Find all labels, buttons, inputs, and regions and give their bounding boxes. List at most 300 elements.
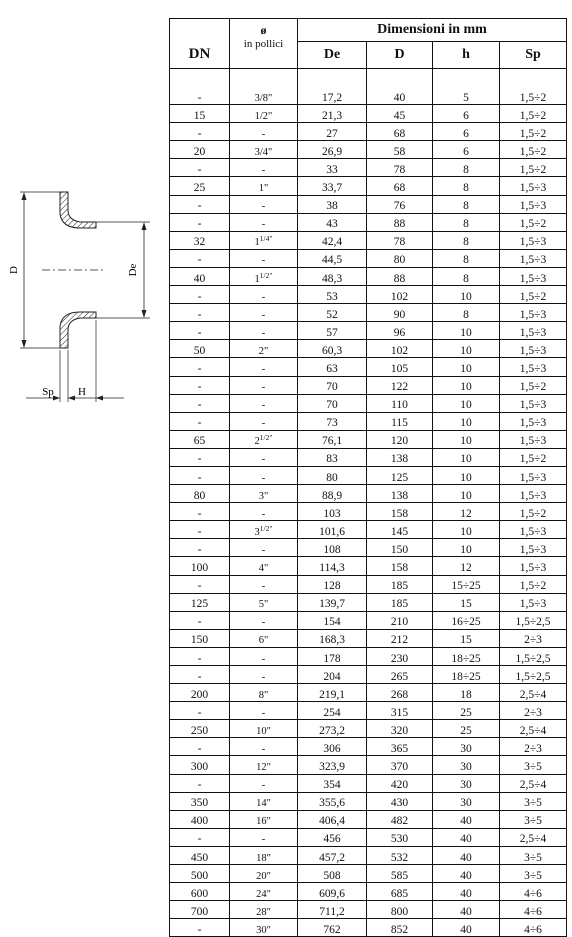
cell-inch: - (230, 647, 298, 665)
table-row (170, 865, 567, 883)
header-dn: DN (170, 19, 230, 69)
cell-h: 30 (433, 738, 500, 756)
cell-d: 96 (367, 322, 433, 340)
cell-dn: - (170, 919, 230, 937)
cell-inch: 1" (230, 177, 298, 195)
table-row (170, 358, 567, 376)
cell-dn: 300 (170, 756, 230, 774)
cell-sp: 1,5÷3 (500, 231, 567, 249)
cell-de: 33 (298, 159, 367, 177)
cell-sp: 1,5÷3 (500, 267, 567, 285)
cell-inch: - (230, 358, 298, 376)
table-row (170, 267, 567, 285)
cell-sp: 1,5÷3 (500, 521, 567, 539)
table-row (170, 901, 567, 919)
cell-de: 128 (298, 575, 367, 593)
cell-h: 30 (433, 792, 500, 810)
cell-dn: 40 (170, 267, 230, 285)
table-row (170, 611, 567, 629)
header-de: De (298, 42, 367, 69)
cell-dn: 400 (170, 810, 230, 828)
cell-h: 18÷25 (433, 666, 500, 684)
table-row (170, 466, 567, 484)
cell-de: 219,1 (298, 684, 367, 702)
cell-d: 420 (367, 774, 433, 792)
cell-h: 16÷25 (433, 611, 500, 629)
cell-d: 90 (367, 304, 433, 322)
cell-h: 40 (433, 828, 500, 846)
cell-dn: - (170, 322, 230, 340)
cell-d: 230 (367, 647, 433, 665)
de-label: De (127, 263, 139, 277)
cell-de: 103 (298, 503, 367, 521)
cell-d: 110 (367, 394, 433, 412)
cell-de: 33,7 (298, 177, 367, 195)
cell-de: 60,3 (298, 340, 367, 358)
cell-dn: 100 (170, 557, 230, 575)
cell-h: 8 (433, 213, 500, 231)
table-row (170, 666, 567, 684)
cell-dn: - (170, 376, 230, 394)
cell-d: 88 (367, 213, 433, 231)
cell-h: 8 (433, 231, 500, 249)
cell-de: 178 (298, 647, 367, 665)
cell-sp: 2,5÷4 (500, 720, 567, 738)
table-spacer-row (170, 69, 567, 88)
cell-sp: 1,5÷3 (500, 249, 567, 267)
cell-sp: 1,5÷3 (500, 304, 567, 322)
cell-inch: - (230, 322, 298, 340)
cell-inch: - (230, 159, 298, 177)
table-row (170, 684, 567, 702)
cell-inch: $1^{1/4"}$ (230, 231, 298, 249)
cell-de: 406,4 (298, 810, 367, 828)
cell-dn: 150 (170, 629, 230, 647)
cell-h: 40 (433, 919, 500, 937)
cell-h: 18 (433, 684, 500, 702)
cell-h: 6 (433, 141, 500, 159)
cell-d: 268 (367, 684, 433, 702)
table-row (170, 810, 567, 828)
table-row (170, 883, 567, 901)
table-row (170, 828, 567, 846)
cell-de: 38 (298, 195, 367, 213)
cell-dn: - (170, 828, 230, 846)
cell-de: 273,2 (298, 720, 367, 738)
table-row (170, 249, 567, 267)
cell-inch: - (230, 539, 298, 557)
table-row (170, 720, 567, 738)
cell-d: 158 (367, 557, 433, 575)
cell-d: 585 (367, 865, 433, 883)
cell-d: 80 (367, 249, 433, 267)
cell-de: 70 (298, 376, 367, 394)
cell-d: 68 (367, 123, 433, 141)
cell-sp: 2÷3 (500, 702, 567, 720)
cell-inch: - (230, 412, 298, 430)
cell-inch: - (230, 702, 298, 720)
cell-de: 42,4 (298, 231, 367, 249)
header-inch-symbol: ø (260, 23, 267, 37)
cell-h: 40 (433, 883, 500, 901)
cell-h: 40 (433, 846, 500, 864)
cell-sp: 1,5÷2 (500, 286, 567, 304)
cell-dn: - (170, 539, 230, 557)
table-row (170, 503, 567, 521)
cell-d: 530 (367, 828, 433, 846)
cell-de: 355,6 (298, 792, 367, 810)
table-row (170, 412, 567, 430)
cell-sp: 1,5÷3 (500, 466, 567, 484)
cell-h: 10 (433, 322, 500, 340)
cell-de: 73 (298, 412, 367, 430)
cell-h: 18÷25 (433, 647, 500, 665)
table-row (170, 304, 567, 322)
fraction-superscript: 1/4" (259, 234, 273, 244)
table-row (170, 286, 567, 304)
cell-h: 10 (433, 521, 500, 539)
cell-dn: 500 (170, 865, 230, 883)
cell-h: 12 (433, 557, 500, 575)
cell-sp: 1,5÷3 (500, 412, 567, 430)
cell-de: 154 (298, 611, 367, 629)
cell-sp: 3÷5 (500, 810, 567, 828)
cell-dn: - (170, 394, 230, 412)
cell-d: 145 (367, 521, 433, 539)
cell-h: 10 (433, 376, 500, 394)
cell-inch: 20" (230, 865, 298, 883)
cell-inch: - (230, 774, 298, 792)
cell-d: 212 (367, 629, 433, 647)
cell-de: 114,3 (298, 557, 367, 575)
cell-inch: 18" (230, 846, 298, 864)
cell-de: 457,2 (298, 846, 367, 864)
flange-section-diagram (0, 180, 170, 410)
cell-inch: - (230, 195, 298, 213)
cell-dn: - (170, 304, 230, 322)
cell-h: 6 (433, 105, 500, 123)
cell-inch: - (230, 738, 298, 756)
cell-inch: - (230, 376, 298, 394)
cell-inch: $1^{1/2"}$ (230, 267, 298, 285)
cell-h: 8 (433, 159, 500, 177)
cell-inch: - (230, 828, 298, 846)
cell-sp: 1,5÷3 (500, 340, 567, 358)
cell-de: 609,6 (298, 883, 367, 901)
cell-dn: 600 (170, 883, 230, 901)
cell-inch: - (230, 249, 298, 267)
cell-dn: - (170, 195, 230, 213)
table-row (170, 87, 567, 105)
cell-de: 456 (298, 828, 367, 846)
cell-dn: - (170, 358, 230, 376)
cell-sp: 1,5÷2 (500, 159, 567, 177)
cell-dn: - (170, 611, 230, 629)
table-row (170, 539, 567, 557)
cell-h: 8 (433, 267, 500, 285)
cell-h: 15 (433, 629, 500, 647)
header-dimensions-group: Dimensioni in mm (298, 19, 567, 42)
cell-h: 8 (433, 249, 500, 267)
cell-inch: 3/8" (230, 87, 298, 105)
cell-inch: 24" (230, 883, 298, 901)
cell-d: 88 (367, 267, 433, 285)
cell-sp: 1,5÷2 (500, 448, 567, 466)
table-row (170, 702, 567, 720)
cell-d: 105 (367, 358, 433, 376)
cell-h: 30 (433, 756, 500, 774)
cell-sp: 1,5÷2,5 (500, 647, 567, 665)
cell-sp: 1,5÷2 (500, 123, 567, 141)
cell-d: 76 (367, 195, 433, 213)
table-body (170, 69, 567, 937)
cell-sp: 2,5÷4 (500, 774, 567, 792)
cell-de: 80 (298, 466, 367, 484)
cell-inch: 1/2" (230, 105, 298, 123)
cell-h: 5 (433, 87, 500, 105)
cell-d: 482 (367, 810, 433, 828)
cell-sp: 2,5÷4 (500, 828, 567, 846)
cell-h: 40 (433, 865, 500, 883)
cell-d: 158 (367, 503, 433, 521)
cell-inch: 16" (230, 810, 298, 828)
cell-inch: - (230, 448, 298, 466)
cell-dn: - (170, 123, 230, 141)
header-inch (230, 19, 298, 69)
cell-sp: 1,5÷3 (500, 195, 567, 213)
cell-h: 8 (433, 177, 500, 195)
cell-de: 354 (298, 774, 367, 792)
cell-de: 53 (298, 286, 367, 304)
cell-de: 762 (298, 919, 367, 937)
cell-de: 21,3 (298, 105, 367, 123)
cell-sp: 3÷5 (500, 756, 567, 774)
cell-inch: $3^{1/2"}$ (230, 521, 298, 539)
cell-sp: 1,5÷3 (500, 430, 567, 448)
fraction-superscript: 1/2" (259, 270, 273, 280)
cell-h: 10 (433, 539, 500, 557)
cell-de: 63 (298, 358, 367, 376)
cell-sp: 1,5÷3 (500, 557, 567, 575)
cell-de: 27 (298, 123, 367, 141)
cell-dn: - (170, 412, 230, 430)
cell-dn: 450 (170, 846, 230, 864)
cell-d: 102 (367, 286, 433, 304)
cell-de: 323,9 (298, 756, 367, 774)
cell-sp: 1,5÷3 (500, 358, 567, 376)
cell-sp: 4÷6 (500, 883, 567, 901)
cell-inch: - (230, 503, 298, 521)
cell-dn: 700 (170, 901, 230, 919)
cell-de: 108 (298, 539, 367, 557)
cell-sp: 4÷6 (500, 919, 567, 937)
table-row (170, 195, 567, 213)
cell-sp: 1,5÷2,5 (500, 666, 567, 684)
table-row (170, 575, 567, 593)
cell-h: 15 (433, 593, 500, 611)
cell-d: 138 (367, 448, 433, 466)
cell-d: 115 (367, 412, 433, 430)
cell-dn: - (170, 286, 230, 304)
table-row (170, 485, 567, 503)
cell-sp: 1,5÷2 (500, 141, 567, 159)
cell-dn: 250 (170, 720, 230, 738)
cell-dn: - (170, 521, 230, 539)
cell-h: 10 (433, 286, 500, 304)
cell-dn: 15 (170, 105, 230, 123)
cell-dn: - (170, 503, 230, 521)
cell-dn: - (170, 738, 230, 756)
cell-dn: - (170, 666, 230, 684)
flange-dimensions-table (169, 18, 567, 937)
cell-h: 10 (433, 466, 500, 484)
cell-h: 10 (433, 430, 500, 448)
cell-h: 25 (433, 702, 500, 720)
cell-h: 40 (433, 901, 500, 919)
cell-de: 204 (298, 666, 367, 684)
cell-sp: 1,5÷2 (500, 105, 567, 123)
table-row (170, 629, 567, 647)
cell-d: 78 (367, 159, 433, 177)
cell-dn: 25 (170, 177, 230, 195)
cell-inch: - (230, 666, 298, 684)
cell-dn: 125 (170, 593, 230, 611)
table-row (170, 448, 567, 466)
cell-inch: 3/4" (230, 141, 298, 159)
cell-de: 52 (298, 304, 367, 322)
cell-inch: 12" (230, 756, 298, 774)
cell-sp: 1,5÷2 (500, 503, 567, 521)
cell-d: 852 (367, 919, 433, 937)
cell-h: 12 (433, 503, 500, 521)
table-row (170, 141, 567, 159)
cell-de: 101,6 (298, 521, 367, 539)
header-inch-subtitle: in pollici (243, 38, 284, 50)
cell-d: 122 (367, 376, 433, 394)
table-row (170, 430, 567, 448)
cell-d: 102 (367, 340, 433, 358)
cell-h: 25 (433, 720, 500, 738)
cell-sp: 1,5÷2 (500, 213, 567, 231)
table-row (170, 846, 567, 864)
cell-d: 370 (367, 756, 433, 774)
table-row (170, 376, 567, 394)
header-d: D (367, 42, 433, 69)
cell-sp: 2÷3 (500, 629, 567, 647)
table-row (170, 105, 567, 123)
cell-sp: 1,5÷3 (500, 593, 567, 611)
h-label: H (78, 386, 86, 398)
cell-d: 365 (367, 738, 433, 756)
table-row (170, 177, 567, 195)
cell-sp: 1,5÷3 (500, 394, 567, 412)
cell-h: 15÷25 (433, 575, 500, 593)
cell-dn: 65 (170, 430, 230, 448)
cell-inch: 14" (230, 792, 298, 810)
cell-dn: - (170, 702, 230, 720)
cell-h: 10 (433, 448, 500, 466)
cell-dn: - (170, 575, 230, 593)
cell-dn: 80 (170, 485, 230, 503)
table-row (170, 123, 567, 141)
cell-d: 58 (367, 141, 433, 159)
cell-d: 120 (367, 430, 433, 448)
table-row (170, 521, 567, 539)
cell-sp: 4÷6 (500, 901, 567, 919)
cell-inch: - (230, 394, 298, 412)
cell-inch: 4" (230, 557, 298, 575)
cell-d: 315 (367, 702, 433, 720)
cell-dn: 20 (170, 141, 230, 159)
cell-de: 43 (298, 213, 367, 231)
table-row (170, 756, 567, 774)
table-row (170, 340, 567, 358)
cell-inch: - (230, 123, 298, 141)
cell-dn: - (170, 774, 230, 792)
cell-d: 430 (367, 792, 433, 810)
cell-de: 83 (298, 448, 367, 466)
cell-sp: 1,5÷2 (500, 575, 567, 593)
cell-sp: 2,5÷4 (500, 684, 567, 702)
cell-sp: 3÷5 (500, 865, 567, 883)
cell-d: 210 (367, 611, 433, 629)
cell-dn: - (170, 647, 230, 665)
cell-d: 40 (367, 87, 433, 105)
cell-de: 711,2 (298, 901, 367, 919)
cell-h: 10 (433, 412, 500, 430)
cell-dn: 32 (170, 231, 230, 249)
cell-inch: - (230, 213, 298, 231)
cell-de: 139,7 (298, 593, 367, 611)
table-row (170, 774, 567, 792)
table-row (170, 557, 567, 575)
cell-sp: 1,5÷2,5 (500, 611, 567, 629)
cell-de: 70 (298, 394, 367, 412)
table-row (170, 647, 567, 665)
cell-d: 125 (367, 466, 433, 484)
cell-inch: - (230, 304, 298, 322)
cell-d: 45 (367, 105, 433, 123)
cell-sp: 3÷5 (500, 792, 567, 810)
cell-dn: - (170, 466, 230, 484)
cell-inch: 3" (230, 485, 298, 503)
header-sp: Sp (500, 42, 567, 69)
flange-lower-section (60, 312, 96, 348)
table-row (170, 919, 567, 937)
cell-inch: 2" (230, 340, 298, 358)
cell-de: 88,9 (298, 485, 367, 503)
cell-inch: - (230, 286, 298, 304)
cell-inch: 28" (230, 901, 298, 919)
cell-inch: 30" (230, 919, 298, 937)
cell-de: 76,1 (298, 430, 367, 448)
cell-d: 532 (367, 846, 433, 864)
cell-inch: 8" (230, 684, 298, 702)
d-label: D (8, 266, 20, 274)
cell-h: 30 (433, 774, 500, 792)
cell-de: 508 (298, 865, 367, 883)
cell-sp: 1,5÷2 (500, 376, 567, 394)
header-h: h (433, 42, 500, 69)
table-row (170, 792, 567, 810)
cell-dn: - (170, 159, 230, 177)
table-row (170, 322, 567, 340)
cell-sp: 1,5÷3 (500, 539, 567, 557)
cell-dn: 350 (170, 792, 230, 810)
fraction-superscript: 1/2" (259, 433, 273, 443)
cell-dn: 200 (170, 684, 230, 702)
cell-de: 17,2 (298, 87, 367, 105)
